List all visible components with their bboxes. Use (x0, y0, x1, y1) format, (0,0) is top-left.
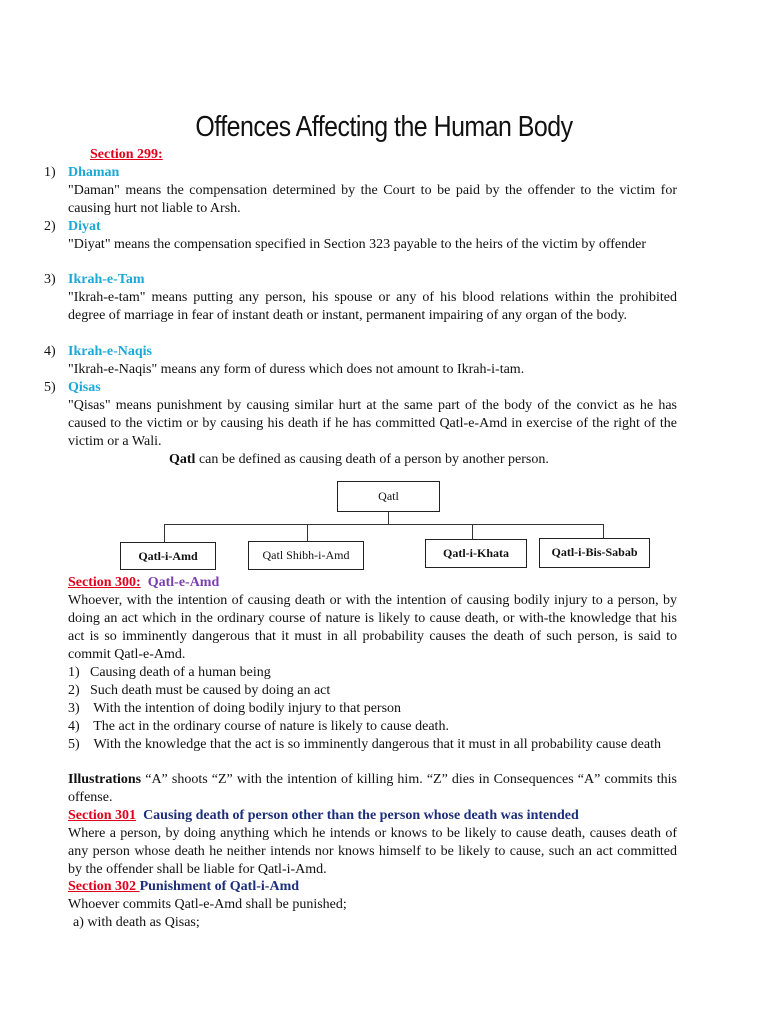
diagram-connector (388, 512, 389, 524)
list-number: 3) (44, 272, 56, 287)
diagram-connector (307, 524, 308, 541)
diagram-node-qatl-shibh-i-amd: Qatl Shibh-i-Amd (248, 541, 364, 570)
list-number: 4) (68, 719, 80, 734)
term-qisas: Qisas (68, 380, 101, 395)
diagram-node-qatl-i-amd: Qatl-i-Amd (120, 542, 216, 570)
list-item: The act in the ordinary course of nature is likely to cause death. (90, 719, 449, 734)
definition-dhaman: "Daman" means the compensation determined by the Court to be paid by the offender to the victim for causing hurt not liable to Arsh. (68, 183, 677, 216)
list-number: 1) (68, 665, 80, 680)
section-301-subheading: Causing death of person other than the person whose death was intended (143, 808, 579, 823)
definition-qisas: "Qisas" means punishment by causing similar hurt at the same part of the body of the convict as he has caused to the victim or by causing his death if he has committed Qatl-e-Amd in exercise of the right of the victim or a Wali. (68, 398, 677, 449)
list-item: With the knowledge that the act is so imminently dangerous that it must in all probability cause death (90, 737, 661, 752)
list-item: Such death must be caused by doing an act (90, 683, 331, 698)
list-item: a) with death as Qisas; (73, 915, 200, 930)
definition-ikrah-e-naqis: "Ikrah-e-Naqis" means any form of duress which does not amount to Ikrah-i-tam. (68, 362, 525, 377)
section-302-header (68, 878, 299, 896)
section-300-heading: Section 300: (68, 575, 141, 590)
illustration-text: “A” shoots “Z” with the intention of killing him. “Z” dies in Consequences “A” commits this offense. (68, 772, 677, 805)
section-301-text: Where a person, by doing anything which he intends or knows to be likely to cause death, causes death of any person whose death he neither intends nor knows himself to be likely to cause, such an act committed by the offender shall be liable for Qatl-i-Amd. (68, 826, 677, 877)
diagram-connector (472, 524, 473, 539)
definition-ikrah-e-tam: "Ikrah-e-tam" means putting any person, his spouse or any of his blood relations within the prohibited degree of marriage in fear of instant death or instant, permanent impairing of any organ of the body. (68, 290, 677, 323)
list-number: 2) (68, 683, 80, 698)
list-number: 5) (44, 380, 56, 395)
term-diyat: Diyat (68, 219, 101, 234)
diagram-connector (603, 524, 604, 538)
section-301-heading: Section 301 (68, 808, 137, 823)
diagram-node-qatl-i-khata: Qatl-i-Khata (425, 539, 527, 568)
qatl-definition (169, 451, 549, 469)
section-299-heading: Section 299: (90, 147, 163, 162)
diagram-root-qatl: Qatl (337, 481, 440, 512)
term-ikrah-e-tam: Ikrah-e-Tam (68, 272, 145, 287)
list-number: 1) (44, 165, 56, 180)
qatl-term: Qatl (169, 452, 196, 467)
section-302-heading: Section 302 (68, 879, 140, 894)
section-301-header (68, 807, 579, 825)
term-ikrah-e-naqis: Ikrah-e-Naqis (68, 344, 153, 359)
section-300-subheading: Qatl-e-Amd (147, 575, 220, 590)
diagram-connector (164, 524, 604, 525)
page-title: Offences Affecting the Human Body (195, 111, 573, 143)
term-dhaman: Dhaman (68, 165, 120, 180)
list-number: 5) (68, 737, 80, 752)
section-302-text: Whoever commits Qatl-e-Amd shall be punished; (68, 897, 347, 912)
list-item: Causing death of a human being (90, 665, 271, 680)
list-number: 2) (44, 219, 56, 234)
list-number: 3) (68, 701, 80, 716)
section-302-subheading: Punishment of Qatl-i-Amd (139, 879, 300, 894)
diagram-node-qatl-i-bis-sabab: Qatl-i-Bis-Sabab (539, 538, 650, 568)
section-300-text: Whoever, with the intention of causing death or with the intention of causing bodily injury to a person, by doing an act which in the ordinary course of nature is likely to cause death, or with-the knowledge that his act is so imminently dangerous that it must in all probability causes the death of such person, is said to commit Qatl-e-Amd. (68, 593, 677, 662)
section-300-header (68, 574, 219, 592)
illustration (68, 771, 677, 807)
diagram-connector (164, 524, 165, 542)
list-number: 4) (44, 344, 56, 359)
definition-diyat: "Diyat" means the compensation specified in Section 323 payable to the heirs of the victim by offender (68, 237, 647, 252)
list-item: With the intention of doing bodily injury to that person (90, 701, 402, 716)
illustration-label: Illustrations (68, 772, 142, 787)
qatl-definition-text: can be defined as causing death of a person by another person. (195, 452, 549, 467)
